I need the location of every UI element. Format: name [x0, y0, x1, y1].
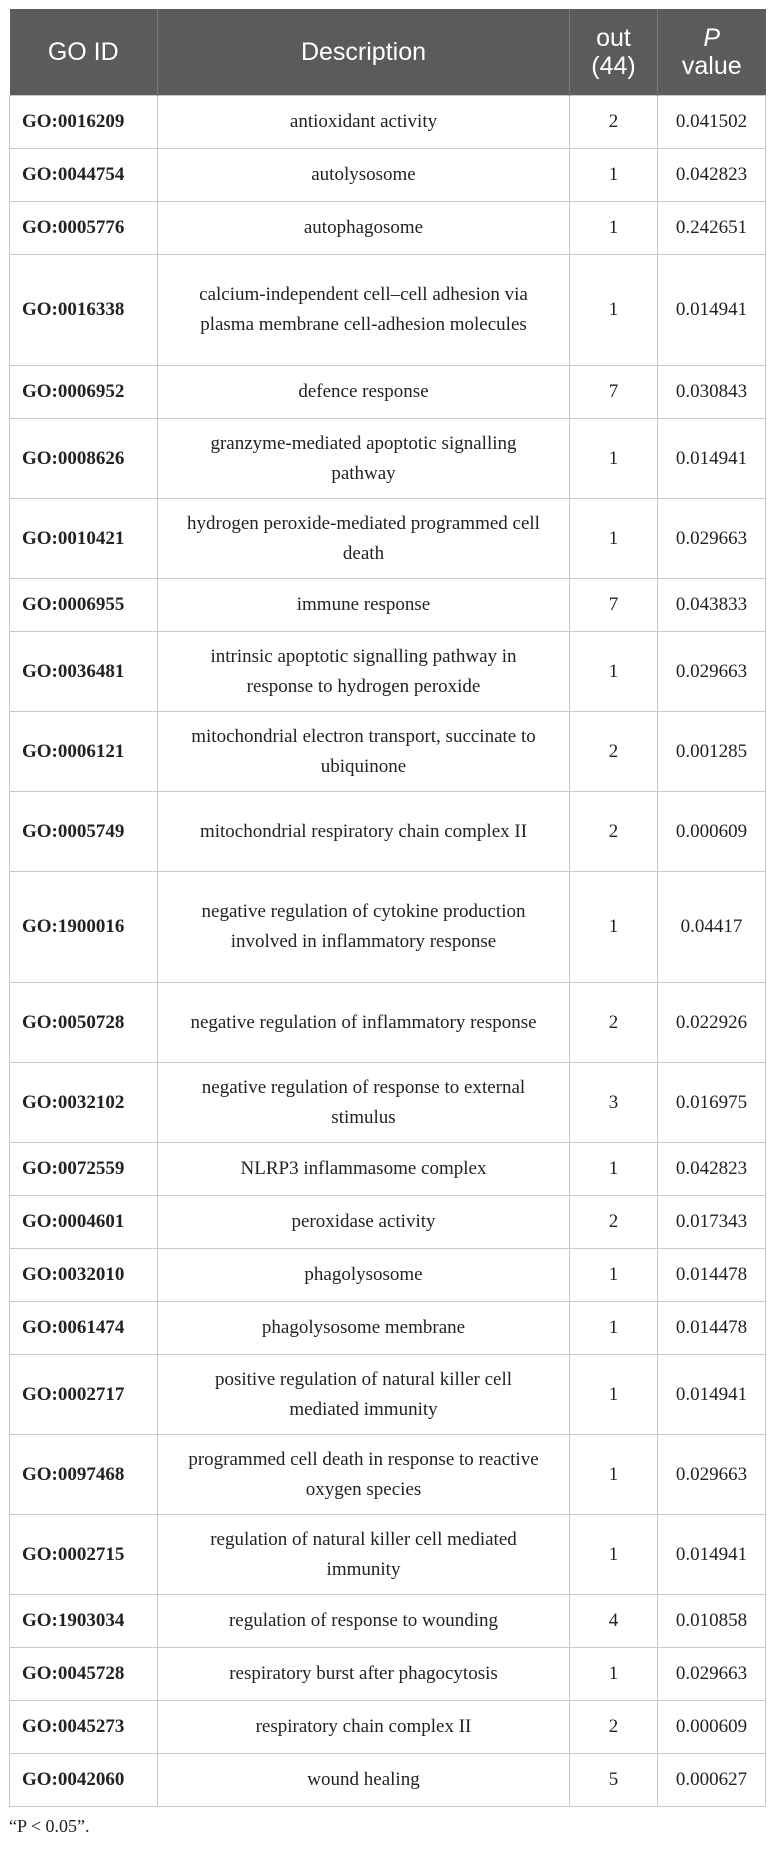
description-cell: phagolysosome membrane — [158, 1302, 570, 1355]
out-count-cell: 1 — [570, 1302, 658, 1355]
table-footnote: “P < 0.05”. — [9, 1816, 90, 1836]
go-id-cell: GO:0008626 — [10, 419, 158, 499]
out-count-cell: 1 — [570, 1143, 658, 1196]
go-id-cell: GO:0006955 — [10, 579, 158, 632]
header-out-line1: out — [596, 24, 631, 52]
go-id-cell: GO:0032010 — [10, 1249, 158, 1302]
out-count-cell: 7 — [570, 366, 658, 419]
table-row — [10, 1355, 766, 1435]
out-count-cell: 1 — [570, 419, 658, 499]
p-value-cell: 0.042823 — [658, 1143, 766, 1196]
go-id-cell: GO:0016209 — [10, 96, 158, 149]
go-id-cell: GO:0061474 — [10, 1302, 158, 1355]
p-value-cell: 0.029663 — [658, 1435, 766, 1515]
out-count-cell: 1 — [570, 149, 658, 202]
header-p-value — [658, 9, 766, 96]
p-value-cell: 0.014478 — [658, 1249, 766, 1302]
go-id-cell: GO:0045273 — [10, 1701, 158, 1754]
header-out-line2: (44) — [591, 52, 636, 80]
header-go-id: GO ID — [10, 9, 158, 96]
description-cell: negative regulation of inflammatory response — [158, 983, 570, 1063]
p-value-cell: 0.014941 — [658, 419, 766, 499]
description-cell: autolysosome — [158, 149, 570, 202]
go-id-cell: GO:0006952 — [10, 366, 158, 419]
out-count-cell: 3 — [570, 1063, 658, 1143]
p-value-cell: 0.016975 — [658, 1063, 766, 1143]
table-row — [10, 366, 766, 419]
table-row — [10, 1648, 766, 1701]
description-cell: antioxidant activity — [158, 96, 570, 149]
table-header — [10, 9, 766, 96]
description-cell: intrinsic apoptotic signalling pathway in response to hydrogen peroxide — [158, 632, 570, 712]
table-row — [10, 255, 766, 366]
out-count-cell: 5 — [570, 1754, 658, 1807]
table-row — [10, 202, 766, 255]
p-value-cell: 0.000609 — [658, 792, 766, 872]
table-row — [10, 632, 766, 712]
go-id-cell: GO:0010421 — [10, 499, 158, 579]
go-id-cell: GO:1903034 — [10, 1595, 158, 1648]
go-id-cell: GO:0002715 — [10, 1515, 158, 1595]
description-cell: respiratory burst after phagocytosis — [158, 1648, 570, 1701]
p-value-cell: 0.014941 — [658, 255, 766, 366]
p-value-cell: 0.04417 — [658, 872, 766, 983]
table-row — [10, 1143, 766, 1196]
table-row — [10, 712, 766, 792]
out-count-cell: 1 — [570, 872, 658, 983]
p-value-cell: 0.022926 — [658, 983, 766, 1063]
table-row — [10, 1515, 766, 1595]
description-cell: autophagosome — [158, 202, 570, 255]
out-count-cell: 2 — [570, 712, 658, 792]
p-value-cell: 0.001285 — [658, 712, 766, 792]
out-count-cell: 2 — [570, 96, 658, 149]
table-row — [10, 1302, 766, 1355]
p-value-cell: 0.017343 — [658, 1196, 766, 1249]
description-cell: hydrogen peroxide-mediated programmed cell death — [158, 499, 570, 579]
out-count-cell: 1 — [570, 632, 658, 712]
go-id-cell: GO:0042060 — [10, 1754, 158, 1807]
table-row — [10, 149, 766, 202]
description-cell: NLRP3 inflammasome complex — [158, 1143, 570, 1196]
go-id-cell: GO:0004601 — [10, 1196, 158, 1249]
go-enrichment-table — [9, 9, 766, 1807]
table-row — [10, 1196, 766, 1249]
description-cell: respiratory chain complex II — [158, 1701, 570, 1754]
out-count-cell: 1 — [570, 1515, 658, 1595]
p-value-cell: 0.029663 — [658, 499, 766, 579]
p-value-cell: 0.029663 — [658, 632, 766, 712]
out-count-cell: 1 — [570, 255, 658, 366]
p-value-cell: 0.014941 — [658, 1515, 766, 1595]
p-value-cell: 0.000609 — [658, 1701, 766, 1754]
go-id-cell: GO:0032102 — [10, 1063, 158, 1143]
p-value-cell: 0.043833 — [658, 579, 766, 632]
out-count-cell: 2 — [570, 1701, 658, 1754]
p-value-cell: 0.242651 — [658, 202, 766, 255]
p-value-cell: 0.014478 — [658, 1302, 766, 1355]
out-count-cell: 1 — [570, 202, 658, 255]
go-id-cell: GO:0016338 — [10, 255, 158, 366]
description-cell: regulation of natural killer cell mediated immunity — [158, 1515, 570, 1595]
table-row — [10, 1435, 766, 1515]
description-cell: defence response — [158, 366, 570, 419]
description-cell: programmed cell death in response to reactive oxygen species — [158, 1435, 570, 1515]
out-count-cell: 2 — [570, 792, 658, 872]
go-id-cell: GO:0045728 — [10, 1648, 158, 1701]
out-count-cell: 2 — [570, 983, 658, 1063]
out-count-cell: 7 — [570, 579, 658, 632]
description-cell: negative regulation of response to external stimulus — [158, 1063, 570, 1143]
description-cell: negative regulation of cytokine production involved in inflammatory response — [158, 872, 570, 983]
out-count-cell: 4 — [570, 1595, 658, 1648]
description-cell: calcium-independent cell–cell adhesion via plasma membrane cell-adhesion molecules — [158, 255, 570, 366]
out-count-cell: 1 — [570, 1648, 658, 1701]
header-description: Description — [158, 9, 570, 96]
go-id-cell: GO:0036481 — [10, 632, 158, 712]
go-id-cell: GO:1900016 — [10, 872, 158, 983]
header-p-italic: P — [703, 24, 721, 52]
table-row — [10, 579, 766, 632]
table-row — [10, 1063, 766, 1143]
go-id-cell: GO:0002717 — [10, 1355, 158, 1435]
description-cell: wound healing — [158, 1754, 570, 1807]
header-row — [10, 9, 766, 96]
out-count-cell: 1 — [570, 1249, 658, 1302]
go-id-cell: GO:0005776 — [10, 202, 158, 255]
p-value-cell: 0.014941 — [658, 1355, 766, 1435]
table-row — [10, 792, 766, 872]
go-id-cell: GO:0072559 — [10, 1143, 158, 1196]
description-cell: positive regulation of natural killer cell mediated immunity — [158, 1355, 570, 1435]
p-value-cell: 0.041502 — [658, 96, 766, 149]
description-cell: phagolysosome — [158, 1249, 570, 1302]
go-id-cell: GO:0044754 — [10, 149, 158, 202]
out-count-cell: 2 — [570, 1196, 658, 1249]
description-cell: peroxidase activity — [158, 1196, 570, 1249]
table-row — [10, 499, 766, 579]
p-value-cell: 0.000627 — [658, 1754, 766, 1807]
header-p-rest: value — [681, 52, 742, 80]
p-value-cell: 0.030843 — [658, 366, 766, 419]
out-count-cell: 1 — [570, 499, 658, 579]
description-cell: mitochondrial respiratory chain complex II — [158, 792, 570, 872]
description-cell: regulation of response to wounding — [158, 1595, 570, 1648]
table-row — [10, 96, 766, 149]
go-id-cell: GO:0097468 — [10, 1435, 158, 1515]
table-row — [10, 1595, 766, 1648]
out-count-cell: 1 — [570, 1435, 658, 1515]
description-cell: granzyme-mediated apoptotic signalling pathway — [158, 419, 570, 499]
table-row — [10, 983, 766, 1063]
p-value-cell: 0.042823 — [658, 149, 766, 202]
table-row — [10, 872, 766, 983]
p-value-cell: 0.029663 — [658, 1648, 766, 1701]
table-row — [10, 1701, 766, 1754]
go-id-cell: GO:0050728 — [10, 983, 158, 1063]
header-out — [570, 9, 658, 96]
table-body — [10, 96, 766, 1807]
table-row — [10, 1249, 766, 1302]
out-count-cell: 1 — [570, 1355, 658, 1435]
description-cell: immune response — [158, 579, 570, 632]
go-id-cell: GO:0005749 — [10, 792, 158, 872]
table-row — [10, 419, 766, 499]
go-id-cell: GO:0006121 — [10, 712, 158, 792]
description-cell: mitochondrial electron transport, succinate to ubiquinone — [158, 712, 570, 792]
p-value-cell: 0.010858 — [658, 1595, 766, 1648]
table-row — [10, 1754, 766, 1807]
